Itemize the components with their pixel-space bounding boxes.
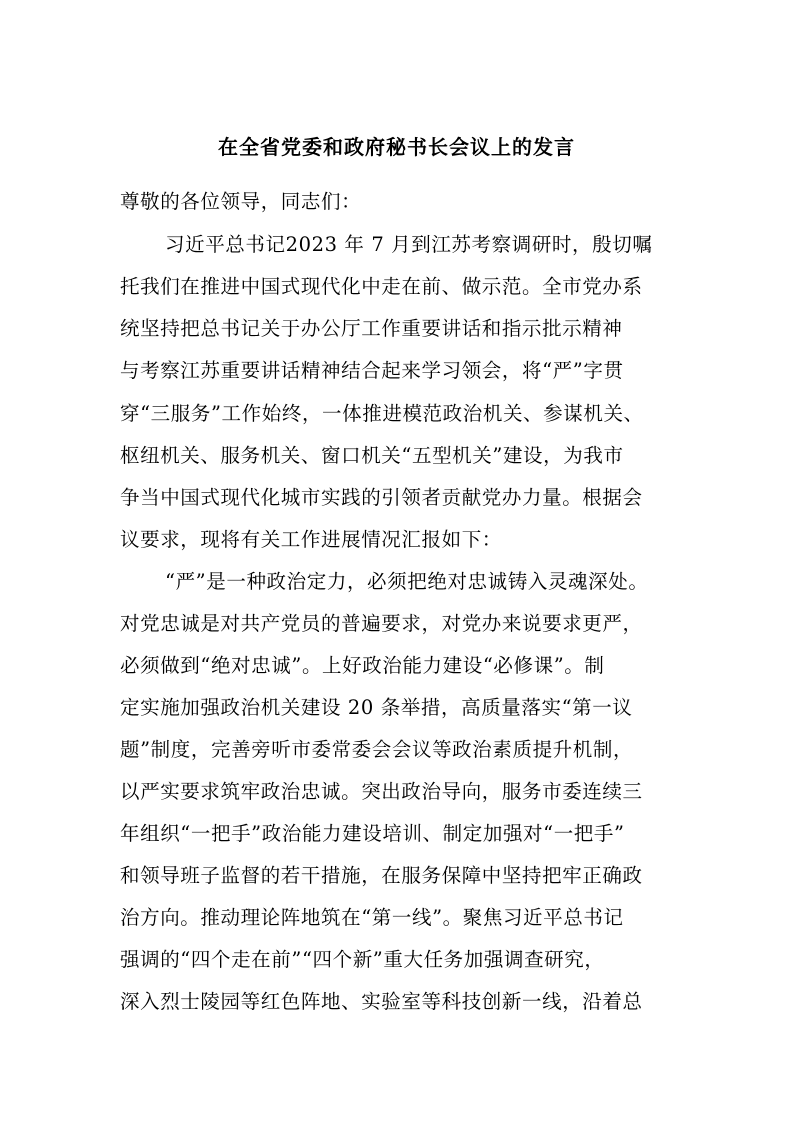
paragraph-line: 统坚持把总书记关于办公厅工作重要讲话和指示批示精神 [120, 317, 623, 340]
paragraph-line: 强调的“四个走在前”“四个新”重大任务加强调查研究， [120, 948, 605, 971]
paragraph-line: 年组织“一把手”政治能力建设培训、制定加强对“一把手” [120, 822, 625, 845]
paragraph-line: 对党忠诚是对共产党员的普遍要求，对党办来说要求更严， [120, 612, 643, 635]
paragraph-line: 必须做到“绝对忠诚”。上好政治能力建设“必修课”。制 [120, 654, 605, 677]
paragraph-line: 定实施加强政治机关建设 20 条举措，高质量落实“第一议 [120, 696, 633, 719]
paragraph-line: 以严实要求筑牢政治忠诚。突出政治导向，服务市委连续三 [120, 780, 643, 803]
paragraph-line: 和领导班子监督的若干措施，在服务保障中坚持把牢正确政 [120, 864, 643, 887]
paragraph-line: 穿“三服务”工作始终，一体推进模范政治机关、参谋机关、 [120, 402, 644, 425]
paragraph-line: 与考察江苏重要讲话精神结合起来学习领会，将“严”字贯 [120, 359, 624, 382]
paragraph-line: 治方向。推动理论阵地筑在“第一线”。聚焦习近平总书记 [120, 906, 624, 929]
salutation: 尊敬的各位领导，同志们： [120, 190, 362, 213]
paragraph-line: 争当中国式现代化城市实践的引领者贡献党办力量。根据会 [120, 486, 643, 509]
document-title: 在全省党委和政府秘书长会议上的发言 [218, 135, 575, 159]
paragraph-line: “严”是一种政治定力，必须把绝对忠诚铸入灵魂深处。 [165, 570, 649, 593]
paragraph-line: 议要求，现将有关工作进展情况汇报如下： [120, 528, 502, 551]
paragraph-line: 深入烈士陵园等红色阵地、实验室等科技创新一线，沿着总 [120, 990, 643, 1013]
paragraph-line: 题”制度，完善旁听市委常委会会议等政治素质提升机制， [120, 738, 634, 761]
paragraph-line: 习近平总书记2023 年 7 月到江苏考察调研时，殷切嘱 [165, 233, 653, 256]
paragraph-line: 托我们在推进中国式现代化中走在前、做示范。全市党办系 [120, 275, 643, 298]
paragraph-line: 枢纽机关、服务机关、窗口机关“五型机关”建设，为我市 [120, 444, 624, 467]
